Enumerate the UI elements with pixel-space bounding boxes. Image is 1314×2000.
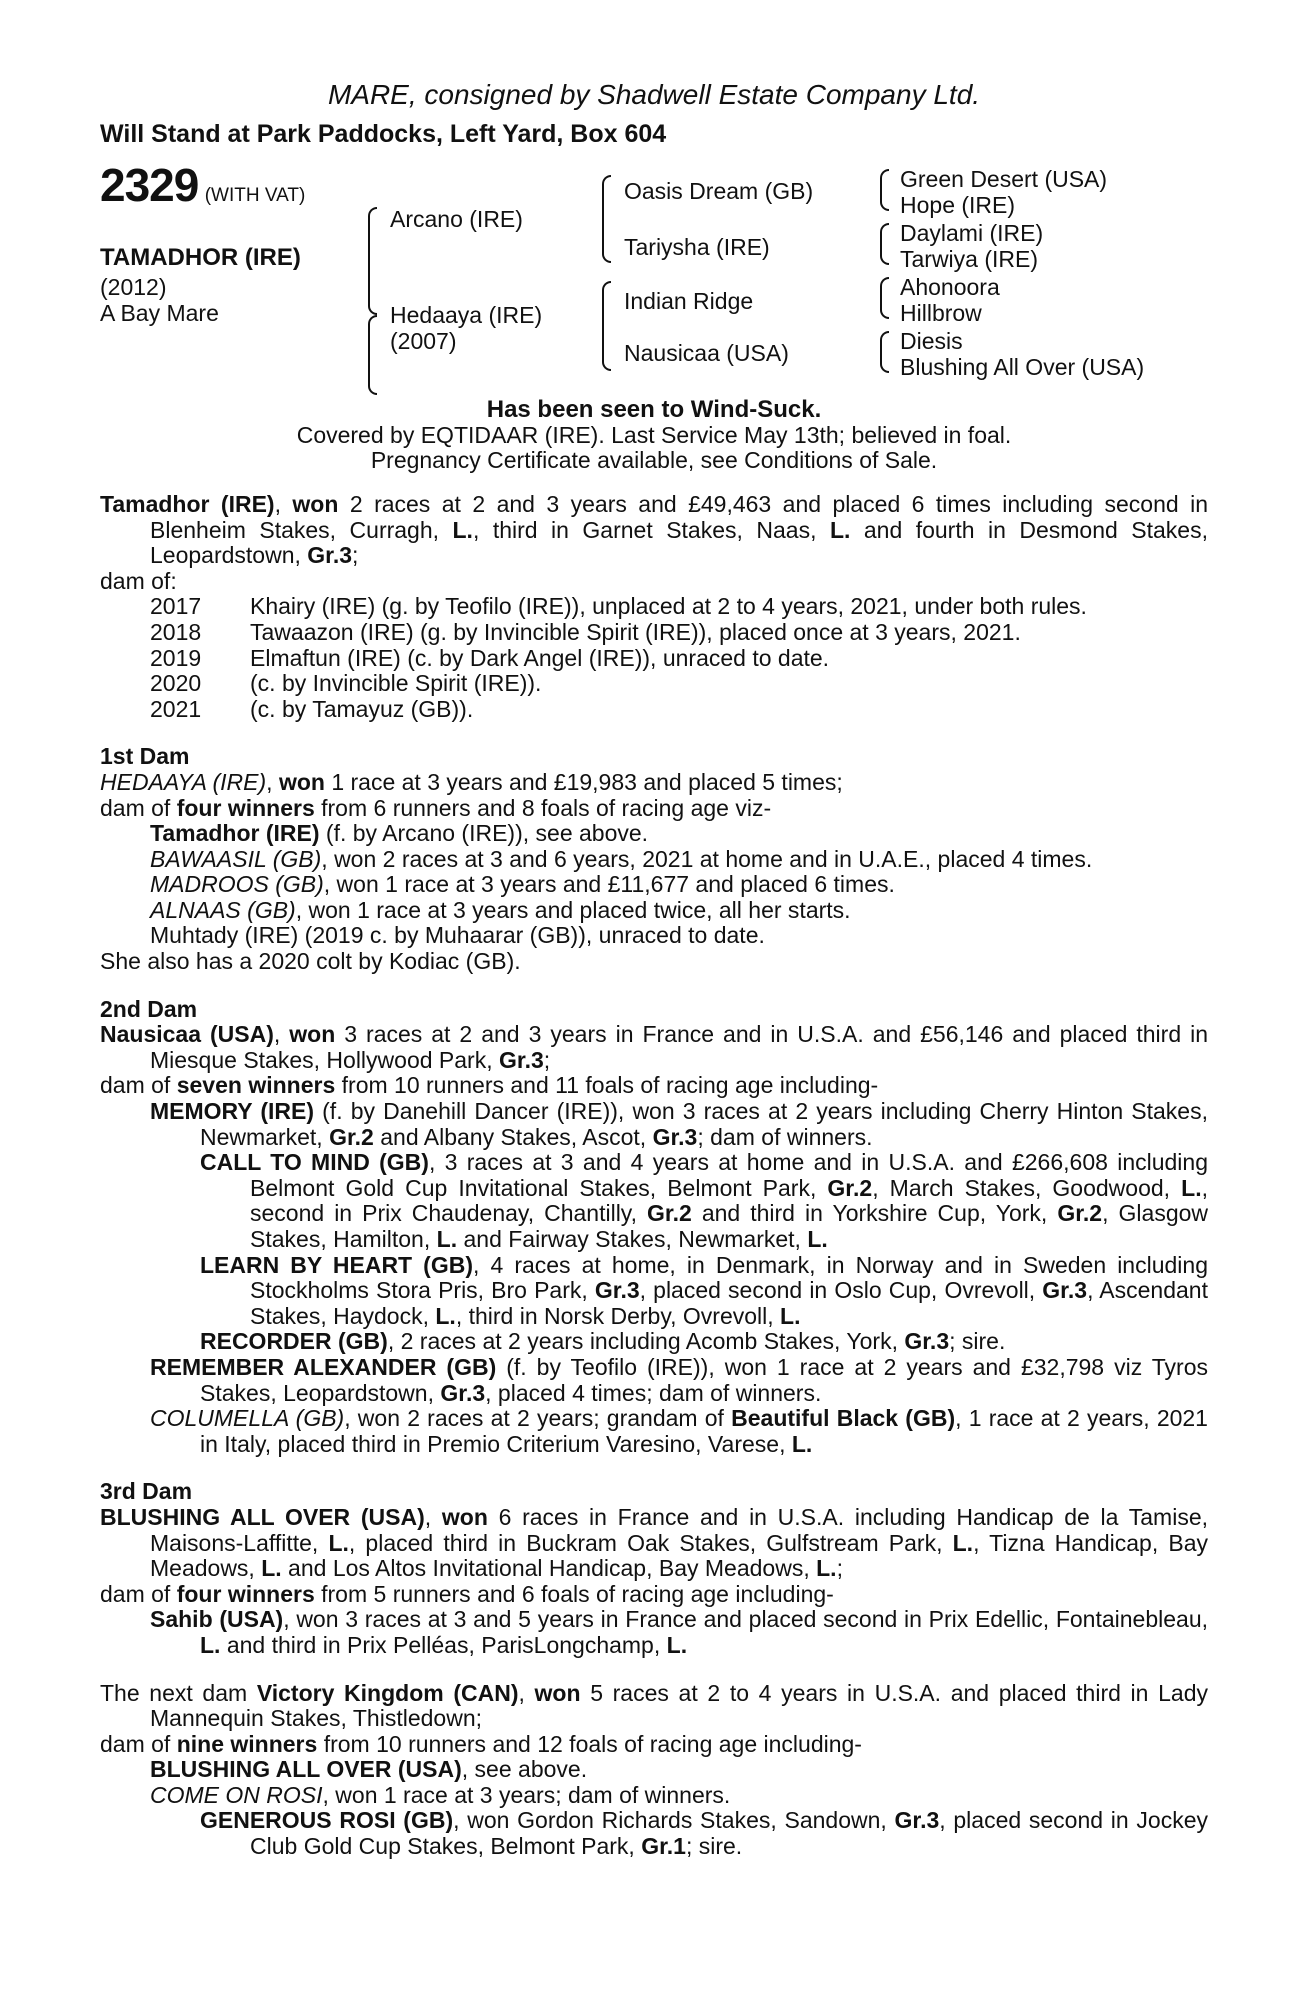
sire-name: Arcano (IRE) [390, 206, 523, 233]
third-dam-heading: 3rd Dam [100, 1478, 193, 1505]
first-dam-produce: dam of four winners from 6 runners and 8 foals of racing age viz- [100, 794, 772, 821]
dam-sire-sire: Ahonoora [900, 274, 1000, 301]
horse-year: (2012) [100, 274, 167, 301]
third-dam-record: BLUSHING ALL OVER (USA), won 6 races in France and in U.S.A. including Handicap de la Tamise, Maisons-Laffitte, L., placed third in Buckram Oak Stakes, Gulfstream Park, L., Tizna Handicap, Bay Meadows, L. and Los Altos Invitational Handicap, Bay Meadows, L.; [100, 1503, 1209, 1582]
tamadhor-record: Tamadhor (IRE), won 2 races at 2 and 3 years and £49,463 and placed 6 times including second in Blenheim Stakes, Curragh, L., third in Garnet Stakes, Naas, L. and fourth in Desmond Stakes, Leopardstown, Gr.3; [100, 490, 1209, 569]
dam-sire: Indian Ridge [624, 288, 754, 315]
dam-dam: Nausicaa (USA) [624, 340, 789, 367]
covered-note: Covered by EQTIDAAR (IRE). Last Service May 13th; believed in foal. [296, 421, 1012, 448]
list-item: MADROOS (GB), won 1 race at 3 years and £11,677 and placed 6 times. [150, 871, 895, 898]
brace-sire [368, 207, 377, 315]
list-item: 2019 Elmaftun (IRE) (c. by Dark Angel (IRE)), unraced to date. [150, 644, 830, 671]
second-dam-heading: 2nd Dam [100, 995, 198, 1022]
second-dam-record: Nausicaa (USA), won 3 races at 2 and 3 years in France and in U.S.A. and £56,146 and placed third in Miesque Stakes, Hollywood Park, Gr.3; [100, 1021, 1209, 1073]
brace-g3-1 [880, 169, 889, 211]
list-item: Tamadhor (IRE) (f. by Arcano (IRE)), see above. [150, 820, 649, 847]
lot-header [100, 159, 306, 212]
foal-list [150, 594, 1208, 722]
first-dam-record: HEDAAYA (IRE), won 1 race at 3 years and £19,983 and placed 5 times; [100, 768, 843, 795]
second-dam-produce: dam of seven winners from 10 runners and 11 foals of racing age including- [100, 1072, 879, 1099]
consigner-line: MARE, consigned by Shadwell Estate Company Ltd. [327, 79, 981, 110]
list-item: REMEMBER ALEXANDER (GB) (f. by Teofilo (IRE)), won 1 race at 2 years and £32,798 viz Tyros Stakes, Leopardstown, Gr.3, placed 4 times; dam of winners. [150, 1353, 1208, 1406]
lot-number: 2329 [100, 159, 199, 212]
list-item: 2021 (c. by Tamayuz (GB)). [150, 695, 474, 722]
brace-g3-2 [880, 223, 889, 265]
list-item: BAWAASIL (GB), won 2 races at 3 and 6 years, 2021 at home and in U.A.E., placed 4 times. [150, 845, 1093, 872]
notes-block [100, 397, 1208, 474]
wind-suck-note: Has been seen to Wind-Suck. [486, 396, 822, 424]
stand-location: Will Stand at Park Paddocks, Left Yard, Box 604 [100, 119, 667, 148]
pedigree-block [100, 159, 1208, 387]
next-dam-record: The next dam Victory Kingdom (CAN), won 5 races at 2 to 4 years in U.S.A. and placed third in Lady Mannequin Stakes, Thistledown; [100, 1679, 1208, 1732]
brace-g3-4 [880, 331, 889, 373]
list-item: 2018 Tawaazon (IRE) (g. by Invincible Spirit (IRE)), placed once at 3 years, 2021. [150, 618, 1021, 645]
sire-dam: Tariysha (IRE) [624, 234, 770, 261]
sire-sire-dam: Hope (IRE) [900, 192, 1016, 219]
dam-name: Hedaaya (IRE) [390, 302, 543, 329]
list-item: RECORDER (GB), 2 races at 2 years including Acomb Stakes, York, Gr.3; sire. [200, 1328, 1006, 1355]
brace-dam-parents [602, 281, 611, 371]
sire-sire-sire: Green Desert (USA) [900, 166, 1108, 193]
dam-of-label: dam of: [100, 567, 177, 594]
list-item: COME ON ROSI, won 1 race at 3 years; dam of winners. [150, 1781, 731, 1808]
list-item: ALNAAS (GB), won 1 race at 3 years and placed twice, all her starts. [150, 896, 851, 923]
first-dam-heading: 1st Dam [100, 743, 190, 770]
brace-sire-parents [602, 175, 611, 263]
list-item: MEMORY (IRE) (f. by Danehill Dancer (IRE)), won 3 races at 2 years including Cherry Hinton Stakes, Newmarket, Gr.2 and Albany Stakes, Ascot, Gr.3; dam of winners. [150, 1098, 1208, 1150]
horse-name: TAMADHOR (IRE) [100, 244, 301, 272]
certificate-note: Pregnancy Certificate available, see Conditions of Sale. [370, 447, 938, 474]
dam-sire-dam: Hillbrow [900, 300, 982, 327]
dam-year: (2007) [390, 328, 457, 355]
third-dam-produce: dam of four winners from 5 runners and 6 foals of racing age including- [100, 1580, 834, 1607]
brace-g3-3 [880, 277, 889, 319]
list-item: CALL TO MIND (GB), 3 races at 3 and 4 years at home and in U.S.A. and £266,608 including Belmont Gold Cup Invitational Stakes, Belmont Park, Gr.2, March Stakes, Goodwood, L., second in Prix Chaudenay, Chantilly, Gr.2 and third in Yorkshire Cup, York, Gr.2, Glasgow Stakes, Hamilton, L. and Fairway Stakes, Newmarket, L. [200, 1149, 1209, 1252]
list-item: BLUSHING ALL OVER (USA), see above. [150, 1756, 588, 1783]
next-dam-produce: dam of nine winners from 10 runners and 12 foals of racing age including- [100, 1730, 862, 1757]
dam-dam-sire: Diesis [900, 328, 963, 355]
horse-description: A Bay Mare [100, 300, 219, 327]
list-item: Sahib (USA), won 3 races at 3 and 5 years in France and placed second in Prix Edellic, Fontainebleau, L. and third in Prix Pelléas, ParisLongchamp, L. [150, 1606, 1208, 1658]
sire-dam-dam: Tarwiya (IRE) [900, 246, 1039, 273]
sire-sire: Oasis Dream (GB) [624, 178, 814, 205]
list-item: 2020 (c. by Invincible Spirit (IRE)). [150, 670, 542, 697]
first-dam-also: She also has a 2020 colt by Kodiac (GB). [100, 948, 521, 975]
catalogue-page [100, 79, 1209, 1860]
list-item: GENEROUS ROSI (GB), won Gordon Richards Stakes, Sandown, Gr.3, placed second in Jockey Club Gold Cup Stakes, Belmont Park, Gr.1; sire. [200, 1807, 1208, 1860]
brace-dam [368, 315, 377, 395]
list-item: 2017 Khairy (IRE) (g. by Teofilo (IRE)), unplaced at 2 to 4 years, 2021, under both rules. [150, 593, 1087, 620]
list-item: COLUMELLA (GB), won 2 races at 2 years; grandam of Beautiful Black (GB), 1 race at 2 years, 2021 in Italy, placed third in Premio Criterium Varesino, Varese, L. [150, 1405, 1208, 1457]
list-item: LEARN BY HEART (GB), 4 races at home, in Denmark, in Norway and in Sweden including Stockholms Stora Pris, Bro Park, Gr.3, placed second in Oslo Cup, Ovrevoll, Gr.3, Ascendant Stakes, Haydock, L., third in Norsk Derby, Ovrevoll, L. [200, 1251, 1208, 1329]
dam-dam-dam: Blushing All Over (USA) [900, 354, 1145, 381]
list-item: Muhtady (IRE) (2019 c. by Muhaarar (GB)), unraced to date. [150, 922, 765, 949]
sire-dam-sire: Daylami (IRE) [900, 220, 1044, 247]
vat-label: (WITH VAT) [204, 185, 306, 207]
